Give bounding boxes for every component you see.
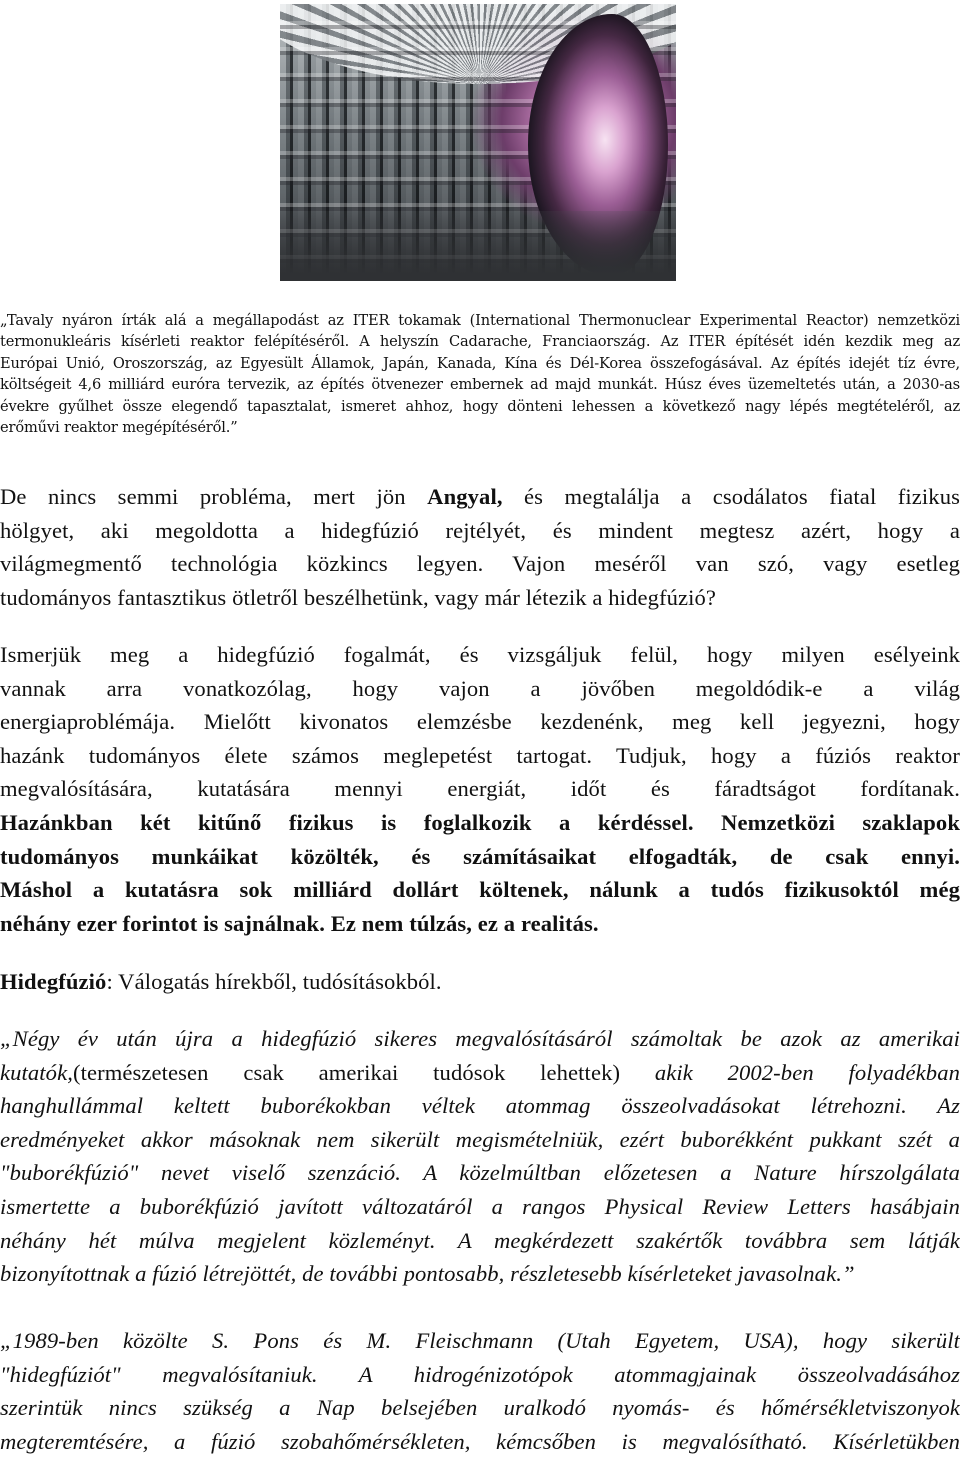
quote1-line-7: néhány hét múlva megjelent közleményt. A megkérdezett szakértők továbbra sem látják <box>0 1227 960 1253</box>
quote1-line-4: eredményeket akkor másoknak nem sikerült megismételniük, ezért buborékként pukkant szét a <box>0 1126 960 1152</box>
para1-line-2: hölgyet, aki megoldotta a hidegfúzió rejtélyét, és mindent megtesz azért, hogy a <box>0 517 960 543</box>
quote2-line-3: szerintük nincs szükség a Nap belsejében uralkodó nyomás- és hőmérsékletviszonyok <box>0 1395 960 1421</box>
quote2-line-1: „1989-ben közölte S. Pons és M. Fleischmann (Utah Egyetem, USA), hogy sikerült <box>0 1328 960 1353</box>
para1-line-1 <box>0 480 960 514</box>
quote1-line-8: bizonyítottnak a fúzió létrejöttét, de további pontosabb, részletesebb kísérleteket javasolnak.” <box>0 1261 855 1287</box>
section-heading <box>0 965 960 999</box>
quote1-line-2 <box>0 1056 960 1090</box>
tokamak-photo <box>280 4 676 281</box>
quote1-line-2-a: kutatók, <box>0 1059 73 1085</box>
para2-line-8: Máshol a kutatásra sok milliárd dollárt költenek, nálunk a tudós fizikusoktól még <box>0 877 960 903</box>
para2-line-2: vannak arra vonatkozólag, hogy vajon a jövőben megoldódik-e a világ <box>0 675 960 701</box>
quote-2 <box>0 1324 960 1458</box>
intro-line-5: évekre gyűlhet össze elegendő tapasztalat, ismeret ahhoz, hogy dönteni lehessen a következő nagy lépés megtételéről, az <box>0 397 960 415</box>
quote-1 <box>0 1022 960 1291</box>
heading-rest: : Válogatás hírekből, tudósításokból. <box>106 969 442 994</box>
quote1-line-5: "buborékfúzió" nevet viselő szenzáció. A közelmúltban előzetesen a Nature hírszolgálata <box>0 1160 960 1186</box>
para1-line-1-text: De nincs semmi probléma, mert jön <box>0 484 428 509</box>
heading-bold: Hidegfúzió <box>0 969 107 994</box>
para1-line-1-rest: és megtalálja a csodálatos fiatal fizikus <box>502 484 960 509</box>
intro-paragraph <box>0 310 960 438</box>
photo-floor <box>280 211 676 281</box>
quote1-line-1: „Négy év után újra a hidegfúzió sikeres megvalósításáról számoltak be azok az amerikai <box>0 1026 960 1051</box>
para2-line-4: hazánk tudományos élete számos meglepetést tartogat. Tudjuk, hogy a fúziós reaktor <box>0 742 960 768</box>
heading-line <box>0 965 960 999</box>
angyal-bold: Angyal, <box>427 484 503 509</box>
quote1-line-2-b: (természetesen csak amerikai tudósok lehettek) <box>72 1059 621 1085</box>
quote1-line-2-c: akik 2002-ben folyadékban <box>620 1059 960 1085</box>
paragraph-1 <box>0 480 960 614</box>
para2-line-9: néhány ezer forintot is sajnálnak. Ez nem túlzás, ez a realitás. <box>0 910 599 936</box>
para2-line-1: Ismerjük meg a hidegfúzió fogalmát, és vizsgáljuk felül, hogy milyen esélyeink <box>0 642 960 667</box>
intro-line-3: Európai Unió, Oroszország, az Egyesült Államok, Japán, Kanada, Kína és Dél-Korea összefogásával. Az építés idejét tíz évre, <box>0 354 960 372</box>
quote2-line-4: megteremtésére, a fúzió szobahőmérsékleten, kémcsőben is megvalósítható. Kísérletükben <box>0 1428 960 1454</box>
paragraph-2 <box>0 638 960 940</box>
quote1-line-3: hanghullámmal keltett buborékokban véltek atommag összeolvadásokat létrehozni. Az <box>0 1093 960 1119</box>
para2-line-5: megvalósítására, kutatására mennyi energiát, időt és fáradtságot fordítanak. <box>0 776 960 802</box>
para1-line-4: tudományos fantasztikus ötletről beszélhetünk, vagy már létezik a hidegfúzió? <box>0 584 717 610</box>
intro-line-1: „Tavaly nyáron írták alá a megállapodást az ITER tokamak (International Thermonuclear Experimental Reactor) nemzetközi <box>0 312 960 329</box>
para2-line-6: Hazánkban két kitűnő fizikus is foglalkozik a kérdéssel. Nemzetközi szaklapok <box>0 809 960 835</box>
para2-line-7: tudományos munkáikat közölték, és számításaikat elfogadták, de csak ennyi. <box>0 843 960 869</box>
quote2-line-2: "hidegfúziót" megvalósítaniuk. A hidrogénizotópok atommagjainak összeolvadásához <box>0 1361 960 1387</box>
para2-line-3: energiaproblémája. Mielőtt kivonatos elemzésbe kezdenénk, meg kell jegyezni, hogy <box>0 709 960 735</box>
intro-line-4: költségeit 4,6 milliárd euróra tervezik, az építés ötvenezer embernek ad majd munkát. Húsz éves üzemeltetés után, a 2030-as <box>0 376 960 394</box>
quote1-line-6: ismertette a buborékfúzió javított változatáról a rangos Physical Review Letters hasábjain <box>0 1193 960 1219</box>
intro-line-2: termonukleáris kísérleti reaktor felépítéséről. A helyszín Cadarache, Franciaország. Az ITER építését idén kezdik meg az <box>0 333 960 351</box>
intro-line-6: erőművi reaktor megépítéséről.” <box>0 419 238 437</box>
para1-line-3: világmegmentő technológia közkincs legyen. Vajon meséről van szó, vagy esetleg <box>0 551 960 577</box>
